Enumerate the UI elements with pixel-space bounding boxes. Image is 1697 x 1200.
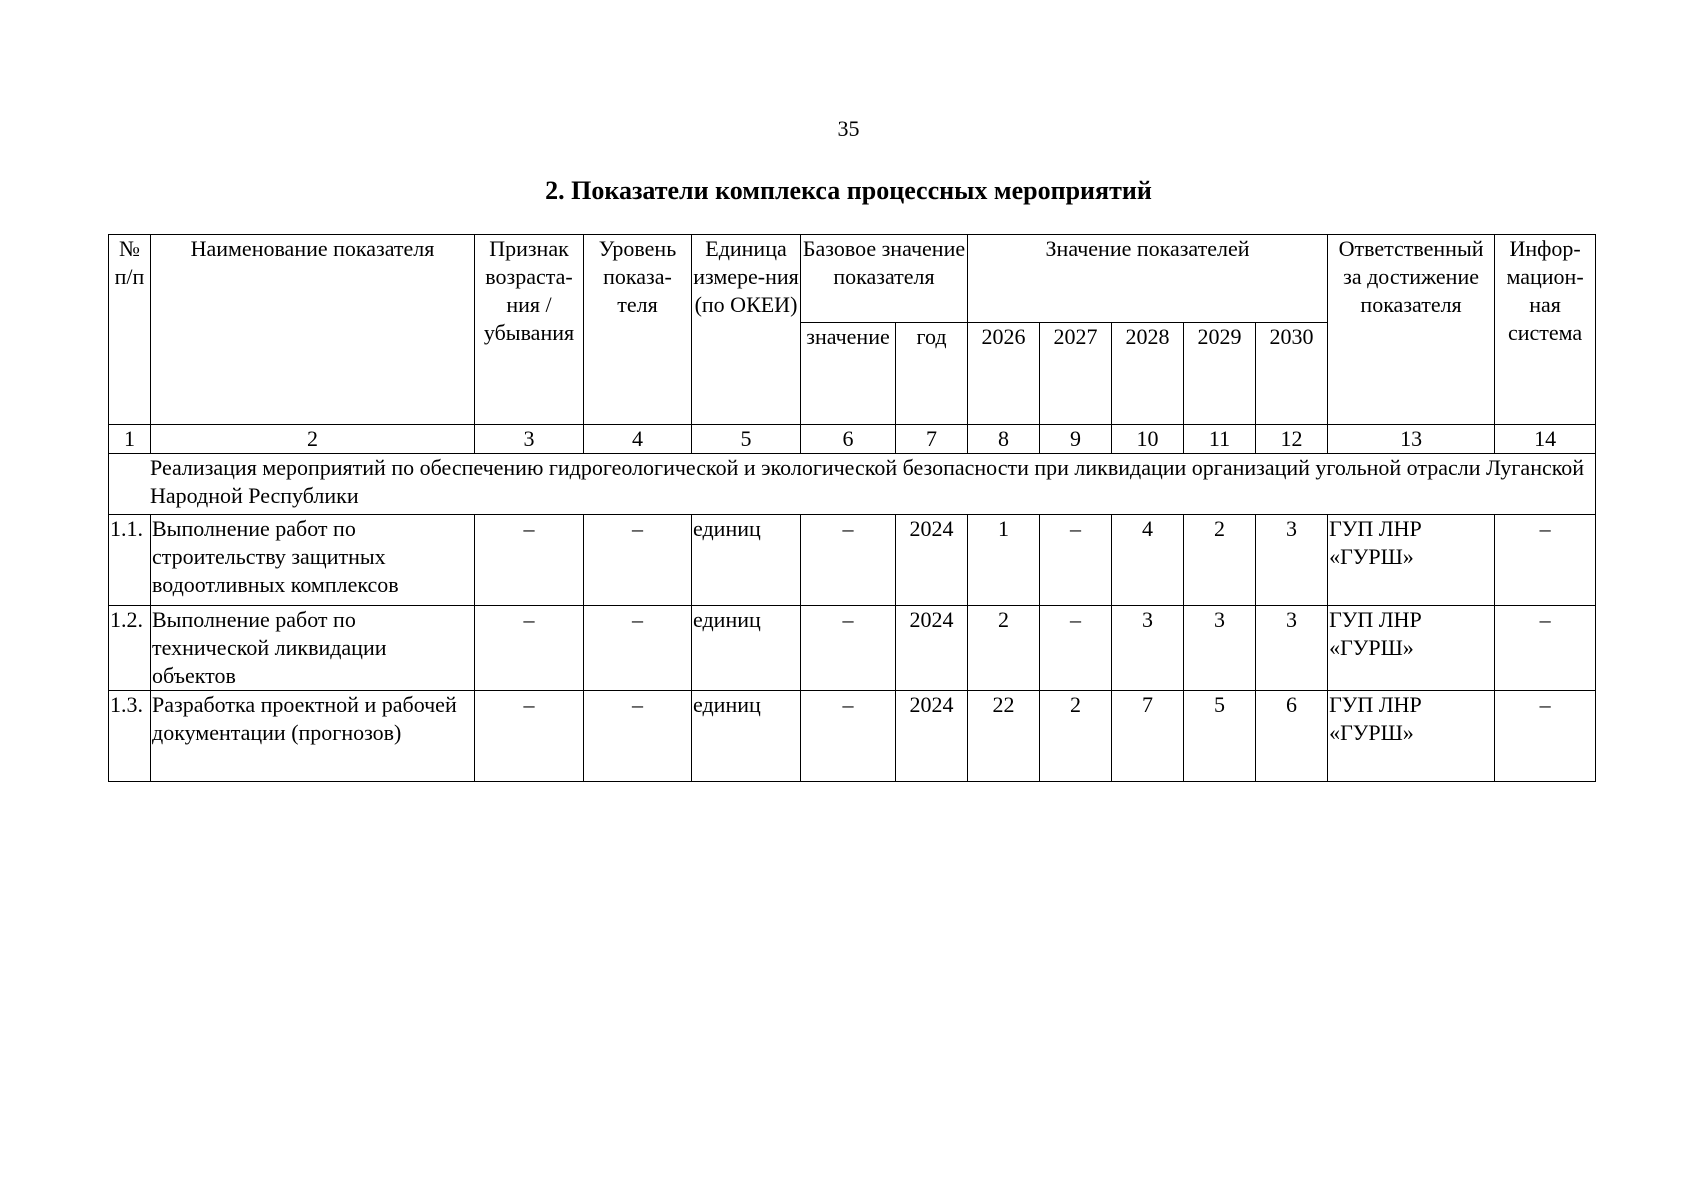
row-value-2030: 3 bbox=[1256, 606, 1328, 691]
row-value-2029: 3 bbox=[1184, 606, 1256, 691]
table-row bbox=[109, 606, 1596, 691]
row-indicator-name: Разработка проектной и рабочей документации (прогнозов) bbox=[151, 691, 475, 782]
column-number: 2 bbox=[151, 425, 475, 454]
column-number: 7 bbox=[896, 425, 968, 454]
row-value-2026: 1 bbox=[968, 515, 1040, 606]
row-unit: единиц bbox=[692, 691, 801, 782]
header-values-group: Значение показателей bbox=[968, 235, 1328, 323]
column-number: 4 bbox=[584, 425, 692, 454]
indicators-table bbox=[108, 234, 1596, 782]
section-row bbox=[109, 454, 1596, 515]
column-number: 10 bbox=[1112, 425, 1184, 454]
row-value-2029: 5 bbox=[1184, 691, 1256, 782]
row-indicator-name: Выполнение работ по технической ликвидации объектов bbox=[151, 606, 475, 691]
row-value-2026: 22 bbox=[968, 691, 1040, 782]
header-year-2029: 2029 bbox=[1184, 323, 1256, 425]
row-responsible: ГУП ЛНР «ГУРШ» bbox=[1328, 691, 1495, 782]
row-sign: – bbox=[475, 691, 584, 782]
row-value-2027: 2 bbox=[1040, 691, 1112, 782]
row-base-value: – bbox=[801, 606, 896, 691]
row-sign: – bbox=[475, 515, 584, 606]
header-sign: Признак возраста-ния / убывания bbox=[475, 235, 584, 425]
column-number: 1 bbox=[109, 425, 151, 454]
header-num: № п/п bbox=[109, 235, 151, 425]
column-number: 9 bbox=[1040, 425, 1112, 454]
header-year-2026: 2026 bbox=[968, 323, 1040, 425]
row-level: – bbox=[584, 606, 692, 691]
header-unit: Единица измере-ния (по ОКЕИ) bbox=[692, 235, 801, 425]
column-number: 8 bbox=[968, 425, 1040, 454]
row-base-year: 2024 bbox=[896, 691, 968, 782]
table-row bbox=[109, 691, 1596, 782]
row-value-2027: – bbox=[1040, 606, 1112, 691]
column-numbers-row bbox=[109, 425, 1596, 454]
header-base-year: год bbox=[896, 323, 968, 425]
row-value-2028: 3 bbox=[1112, 606, 1184, 691]
row-num: 1.1. bbox=[109, 515, 151, 606]
header-year-2030: 2030 bbox=[1256, 323, 1328, 425]
row-num: 1.3. bbox=[109, 691, 151, 782]
header-level: Уровень показа-теля bbox=[584, 235, 692, 425]
row-unit: единиц bbox=[692, 606, 801, 691]
header-row-top bbox=[109, 235, 1596, 323]
row-level: – bbox=[584, 515, 692, 606]
row-info-system: – bbox=[1495, 606, 1596, 691]
header-year-2027: 2027 bbox=[1040, 323, 1112, 425]
row-value-2030: 6 bbox=[1256, 691, 1328, 782]
row-value-2028: 7 bbox=[1112, 691, 1184, 782]
column-number: 6 bbox=[801, 425, 896, 454]
section-title: Реализация мероприятий по обеспечению гидрогеологической и экологической безопасности при ликвидации организаций угольной отрасли Луганской Народной Республики bbox=[109, 454, 1596, 515]
column-number: 3 bbox=[475, 425, 584, 454]
column-number: 14 bbox=[1495, 425, 1596, 454]
row-base-value: – bbox=[801, 515, 896, 606]
header-base-value: значение bbox=[801, 323, 896, 425]
row-value-2028: 4 bbox=[1112, 515, 1184, 606]
row-base-year: 2024 bbox=[896, 606, 968, 691]
row-value-2027: – bbox=[1040, 515, 1112, 606]
row-info-system: – bbox=[1495, 515, 1596, 606]
header-responsible: Ответственный за достижение показателя bbox=[1328, 235, 1495, 425]
column-number: 5 bbox=[692, 425, 801, 454]
table-header bbox=[109, 235, 1596, 425]
row-level: – bbox=[584, 691, 692, 782]
row-sign: – bbox=[475, 606, 584, 691]
header-year-2028: 2028 bbox=[1112, 323, 1184, 425]
header-name: Наименование показателя bbox=[151, 235, 475, 425]
table-row bbox=[109, 515, 1596, 606]
column-number: 13 bbox=[1328, 425, 1495, 454]
document-title: 2. Показатели комплекса процессных мероприятий bbox=[545, 176, 1152, 205]
row-num: 1.2. bbox=[109, 606, 151, 691]
column-number: 11 bbox=[1184, 425, 1256, 454]
row-value-2030: 3 bbox=[1256, 515, 1328, 606]
row-indicator-name: Выполнение работ по строительству защитных водоотливных комплексов bbox=[151, 515, 475, 606]
row-base-value: – bbox=[801, 691, 896, 782]
table-body bbox=[109, 425, 1596, 782]
row-unit: единиц bbox=[692, 515, 801, 606]
row-info-system: – bbox=[1495, 691, 1596, 782]
header-base-group: Базовое значение показателя bbox=[801, 235, 968, 323]
row-value-2026: 2 bbox=[968, 606, 1040, 691]
row-value-2029: 2 bbox=[1184, 515, 1256, 606]
header-info-system: Инфор-мацион-ная система bbox=[1495, 235, 1596, 425]
page-number: 35 bbox=[837, 116, 860, 141]
column-number: 12 bbox=[1256, 425, 1328, 454]
row-base-year: 2024 bbox=[896, 515, 968, 606]
row-responsible: ГУП ЛНР «ГУРШ» bbox=[1328, 606, 1495, 691]
row-responsible: ГУП ЛНР «ГУРШ» bbox=[1328, 515, 1495, 606]
